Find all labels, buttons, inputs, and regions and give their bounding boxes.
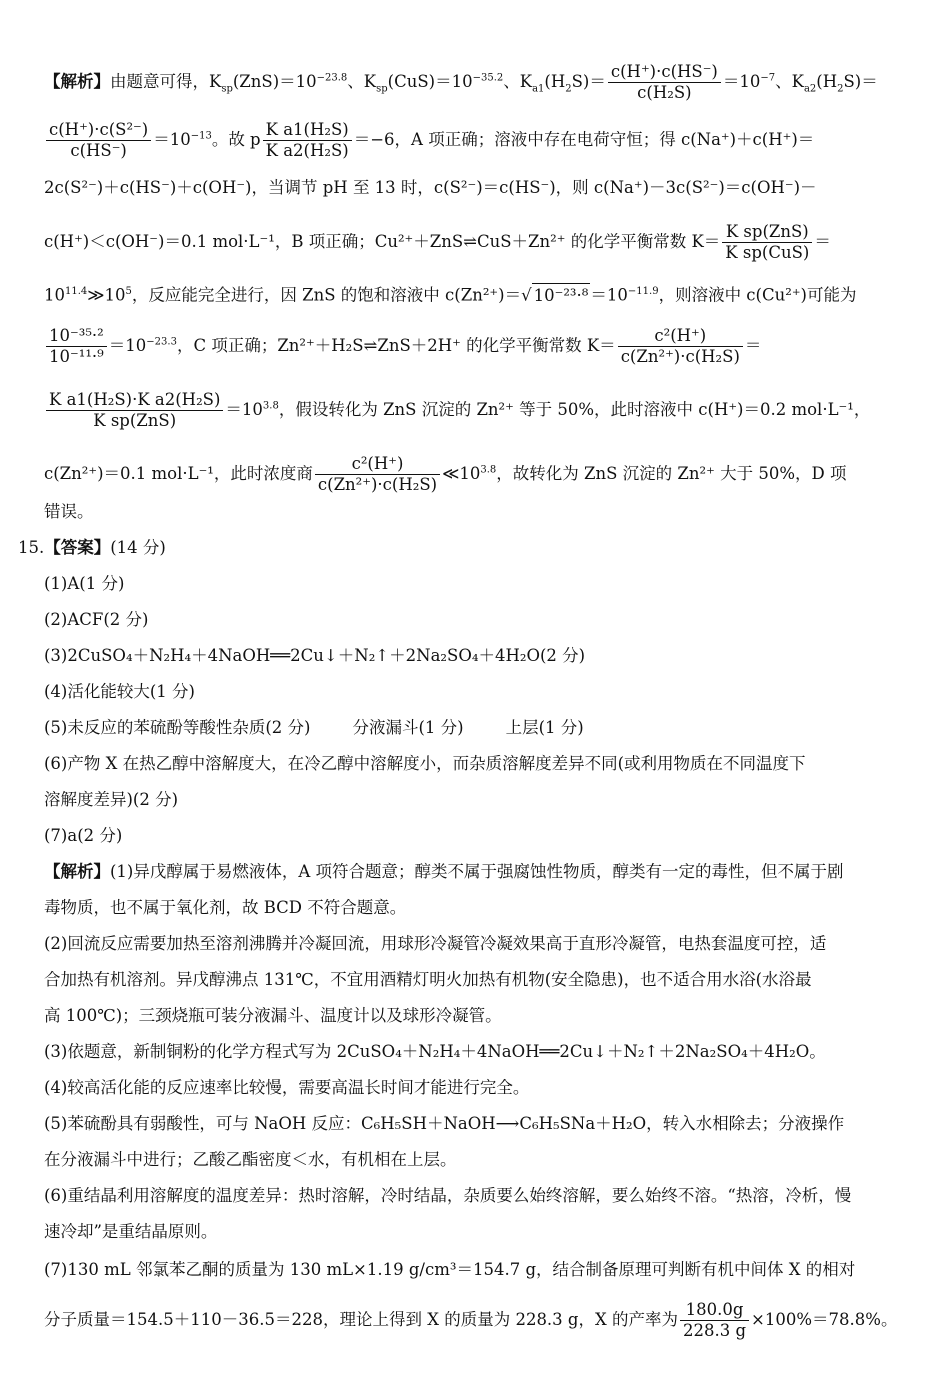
fraction bbox=[680, 1300, 749, 1341]
superscript: 11.4 bbox=[65, 286, 88, 297]
fraction-denominator: K sp(ZnS) bbox=[93, 411, 177, 430]
text-seg: 由题意可得，K bbox=[110, 72, 222, 91]
answer-4: (4)活化能较大(1 分) bbox=[44, 682, 195, 701]
answer-3: (3)2CuSO₄＋N₂H₄＋4NaOH══2Cu↓＋N₂↑＋2Na₂SO₄＋4H₂O(2 分) bbox=[44, 646, 586, 665]
text-seg: ，反应能完全进行，因 ZnS 的饱和溶液中 c(Zn²⁺)＝√ bbox=[131, 285, 532, 305]
text-seg: ×100%＝78.8%。 bbox=[751, 1310, 898, 1329]
subscript: sp bbox=[376, 83, 388, 95]
fraction-numerator: c(H⁺)·c(HS⁻) bbox=[608, 62, 721, 83]
answer-6-line-1: (6)产物 X 在热乙醇中溶解度大，在冷乙醇中溶解度小，而杂质溶解度差异不同(或利用物质在不同温度下 bbox=[44, 754, 806, 773]
text-seg: S)＝ bbox=[843, 72, 878, 91]
fraction-numerator: K a1(H₂S) bbox=[263, 120, 352, 141]
superscript: −23.8 bbox=[316, 72, 348, 84]
text-seg: (1)异戊醇属于易燃液体，A 项符合题意；醇类不属于强腐蚀性物质，醇类有一定的毒性，但不属于剧 bbox=[110, 862, 844, 881]
fraction bbox=[722, 222, 812, 263]
fraction-denominator: c(Zn²⁺)·c(H₂S) bbox=[317, 475, 438, 494]
q15-analysis-line-9: 在分液漏斗中进行；乙酸乙酯密度＜水，有机相在上层。 bbox=[44, 1150, 457, 1169]
fraction bbox=[263, 120, 352, 161]
answer-5-part-1: (5)未反应的苯硫酚等酸性杂质(2 分) bbox=[44, 718, 311, 737]
q15-analysis-line-1 bbox=[44, 860, 932, 884]
analysis-line-5 bbox=[44, 280, 932, 308]
q15-analysis-line-10: (6)重结晶利用溶解度的温度差异：热时溶解，冷时结晶，杂质要么始终溶解，要么始终不溶。“热溶，冷析，慢 bbox=[44, 1186, 852, 1205]
question-score: (14 分) bbox=[110, 538, 166, 557]
superscript: −35.2 bbox=[472, 72, 504, 84]
sqrt-radicand: 10⁻²³·⁸ bbox=[532, 283, 591, 308]
q15-analysis-line-3: (2)回流反应需要加热至溶剂沸腾并冷凝回流，用球形冷凝管冷凝效果高于直形冷凝管，电热套温度可控，适 bbox=[44, 934, 827, 953]
answer-2: (2)ACF(2 分) bbox=[44, 610, 149, 629]
answer-7: (7)a(2 分) bbox=[44, 826, 123, 845]
answer-5-part-3: 上层(1 分) bbox=[505, 718, 584, 737]
q15-header bbox=[18, 536, 932, 560]
fraction-denominator: c(Zn²⁺)·c(H₂S) bbox=[620, 347, 740, 366]
text-seg: (CuS)＝10 bbox=[387, 72, 473, 91]
superscript: 5 bbox=[125, 286, 132, 297]
fraction bbox=[315, 454, 440, 495]
text-seg: S)＝ bbox=[571, 72, 606, 91]
subscript: sp bbox=[221, 83, 233, 95]
fraction bbox=[46, 120, 151, 161]
text-seg: 分子质量＝154.5＋110－36.5＝228，理论上得到 X 的质量为 228.3 g，X 的产率为 bbox=[44, 1310, 678, 1329]
analysis-tag: 【解析】 bbox=[44, 862, 110, 881]
text-seg: 。故 p bbox=[211, 130, 261, 149]
fraction-numerator: K a1(H₂S)·K a2(H₂S) bbox=[46, 390, 223, 411]
analysis-line-3: 2c(S²⁻)＋c(HS⁻)＋c(OH⁻)，当调节 pH 至 13 时，c(S²⁻)＝c(HS⁻)，则 c(Na⁺)－3c(S²⁻)＝c(OH⁻)－ bbox=[44, 178, 817, 197]
text-seg: ＝10 bbox=[153, 130, 191, 149]
text-seg: 、K bbox=[503, 72, 533, 91]
text-seg: 10 bbox=[44, 285, 65, 305]
text-seg: ＝10 bbox=[722, 72, 761, 91]
q15-analysis-line-6: (3)依题意，新制铜粉的化学方程式写为 2CuSO₄＋N₂H₄＋4NaOH══2Cu↓＋N₂↑＋2Na₂SO₄＋4H₂O。 bbox=[44, 1042, 826, 1061]
text-seg: ，C 项正确；Zn²⁺＋H₂S⇌ZnS＋2H⁺ 的化学平衡常数 K＝ bbox=[176, 336, 616, 355]
text-seg: ＝−6，A 项正确；溶液中存在电荷守恒；得 c(Na⁺)＋c(H⁺)＝ bbox=[353, 130, 815, 149]
fraction-denominator: 228.3 g bbox=[682, 1321, 747, 1340]
q15-analysis-line-5: 高 100℃)；三颈烧瓶可装分液漏斗、温度计以及球形冷凝管。 bbox=[44, 1006, 502, 1025]
answer-1: (1)A(1 分) bbox=[44, 574, 125, 593]
superscript: 3.8 bbox=[480, 464, 497, 476]
subscript: a2 bbox=[803, 83, 817, 95]
text-seg: (ZnS)＝10 bbox=[232, 72, 317, 91]
subscript: 2 bbox=[565, 83, 572, 95]
text-seg: ＝ bbox=[744, 336, 762, 355]
text-seg: ＝10 bbox=[225, 400, 263, 419]
text-seg: ≪10 bbox=[442, 464, 481, 483]
subscript: a1 bbox=[532, 83, 545, 95]
fraction-denominator: K sp(CuS) bbox=[725, 243, 810, 262]
question-number: 15. bbox=[18, 538, 45, 557]
text-seg: ，假设转化为 ZnS 沉淀的 Zn²⁺ 等于 50%，此时溶液中 c(H⁺)＝0.2 mol·L⁻¹， bbox=[278, 400, 871, 419]
fraction bbox=[618, 326, 743, 367]
text-seg: 、K bbox=[775, 72, 804, 91]
analysis-line-2 bbox=[44, 120, 932, 161]
text-seg: ＝ bbox=[814, 232, 831, 251]
q15-analysis-line-8: (5)苯硫酚具有弱酸性，可与 NaOH 反应：C₆H₅SH＋NaOH⟶C₆H₅SNa＋H₂O，转入水相除去；分液操作 bbox=[44, 1114, 845, 1133]
text-seg: 、K bbox=[347, 72, 377, 91]
fraction-denominator: c(H₂S) bbox=[637, 83, 692, 102]
page-bottom-edge bbox=[0, 1384, 950, 1394]
fraction bbox=[608, 62, 721, 103]
text-seg: (H bbox=[544, 72, 566, 91]
fraction-numerator: 10⁻³⁵·² bbox=[46, 326, 107, 347]
fraction-numerator: 180.0g bbox=[680, 1300, 749, 1321]
fraction-denominator: K a2(H₂S) bbox=[265, 141, 349, 160]
answer-tag: 【答案】 bbox=[44, 538, 111, 557]
answer-5 bbox=[44, 716, 932, 740]
superscript: −13 bbox=[190, 130, 212, 142]
fraction-denominator: c(HS⁻) bbox=[70, 141, 127, 160]
text-seg: ＝10 bbox=[590, 285, 628, 305]
analysis-line-1 bbox=[44, 62, 932, 103]
text-seg: ＝10 bbox=[108, 336, 147, 355]
analysis-line-8 bbox=[44, 454, 932, 495]
fraction-denominator: 10⁻¹¹·⁹ bbox=[49, 347, 104, 366]
fraction-numerator: K sp(ZnS) bbox=[722, 222, 812, 243]
superscript: −7 bbox=[760, 72, 776, 84]
answer-5-part-2: 分液漏斗(1 分) bbox=[352, 718, 464, 737]
analysis-line-4 bbox=[44, 222, 932, 263]
q15-analysis-line-4: 合加热有机溶剂。异戊醇沸点 131℃，不宜用酒精灯明火加热有机物(安全隐患)，也不适合用水浴(水浴最 bbox=[44, 970, 812, 989]
fraction-numerator: c²(H⁺) bbox=[618, 326, 743, 347]
superscript: −23.3 bbox=[146, 336, 177, 348]
text-seg: c(H⁺)＜c(OH⁻)＝0.1 mol·L⁻¹，B 项正确；Cu²⁺＋ZnS⇌CuS＋Zn²⁺ 的化学平衡常数 K＝ bbox=[44, 232, 721, 251]
q15-analysis-line-13 bbox=[44, 1300, 932, 1341]
q15-analysis-line-11: 速冷却”是重结晶原则。 bbox=[44, 1222, 218, 1241]
analysis-line-9: 错误。 bbox=[44, 502, 94, 521]
text-seg: ≫10 bbox=[87, 285, 126, 305]
analysis-line-7 bbox=[44, 390, 932, 431]
q15-analysis-line-2: 毒物质，也不属于氧化剂，故 BCD 不符合题意。 bbox=[44, 898, 407, 917]
q15-analysis-line-12: (7)130 mL 邻氯苯乙酮的质量为 130 mL×1.19 g/cm³＝154.7 g，结合制备原理可判断有机中间体 X 的相对 bbox=[44, 1260, 856, 1279]
q15-analysis-line-7: (4)较高活化能的反应速率比较慢，需要高温长时间才能进行完全。 bbox=[44, 1078, 530, 1097]
fraction bbox=[46, 390, 223, 431]
superscript: 3.8 bbox=[262, 400, 279, 412]
superscript: −11.9 bbox=[627, 286, 659, 297]
analysis-tag: 【解析】 bbox=[44, 72, 110, 91]
fraction-numerator: c²(H⁺) bbox=[315, 454, 440, 475]
subscript: 2 bbox=[837, 83, 844, 95]
text-seg: ，则溶液中 c(Cu²⁺)可能为 bbox=[658, 285, 857, 305]
text-seg: ，故转化为 ZnS 沉淀的 Zn²⁺ 大于 50%，D 项 bbox=[496, 464, 847, 483]
fraction bbox=[46, 326, 107, 367]
text-seg: (H bbox=[816, 72, 838, 91]
answer-6-line-2: 溶解度差异)(2 分) bbox=[44, 790, 179, 809]
text-seg: c(Zn²⁺)＝0.1 mol·L⁻¹，此时浓度商 bbox=[44, 464, 313, 483]
analysis-line-6 bbox=[44, 326, 932, 367]
fraction-numerator: c(H⁺)·c(S²⁻) bbox=[46, 120, 151, 141]
